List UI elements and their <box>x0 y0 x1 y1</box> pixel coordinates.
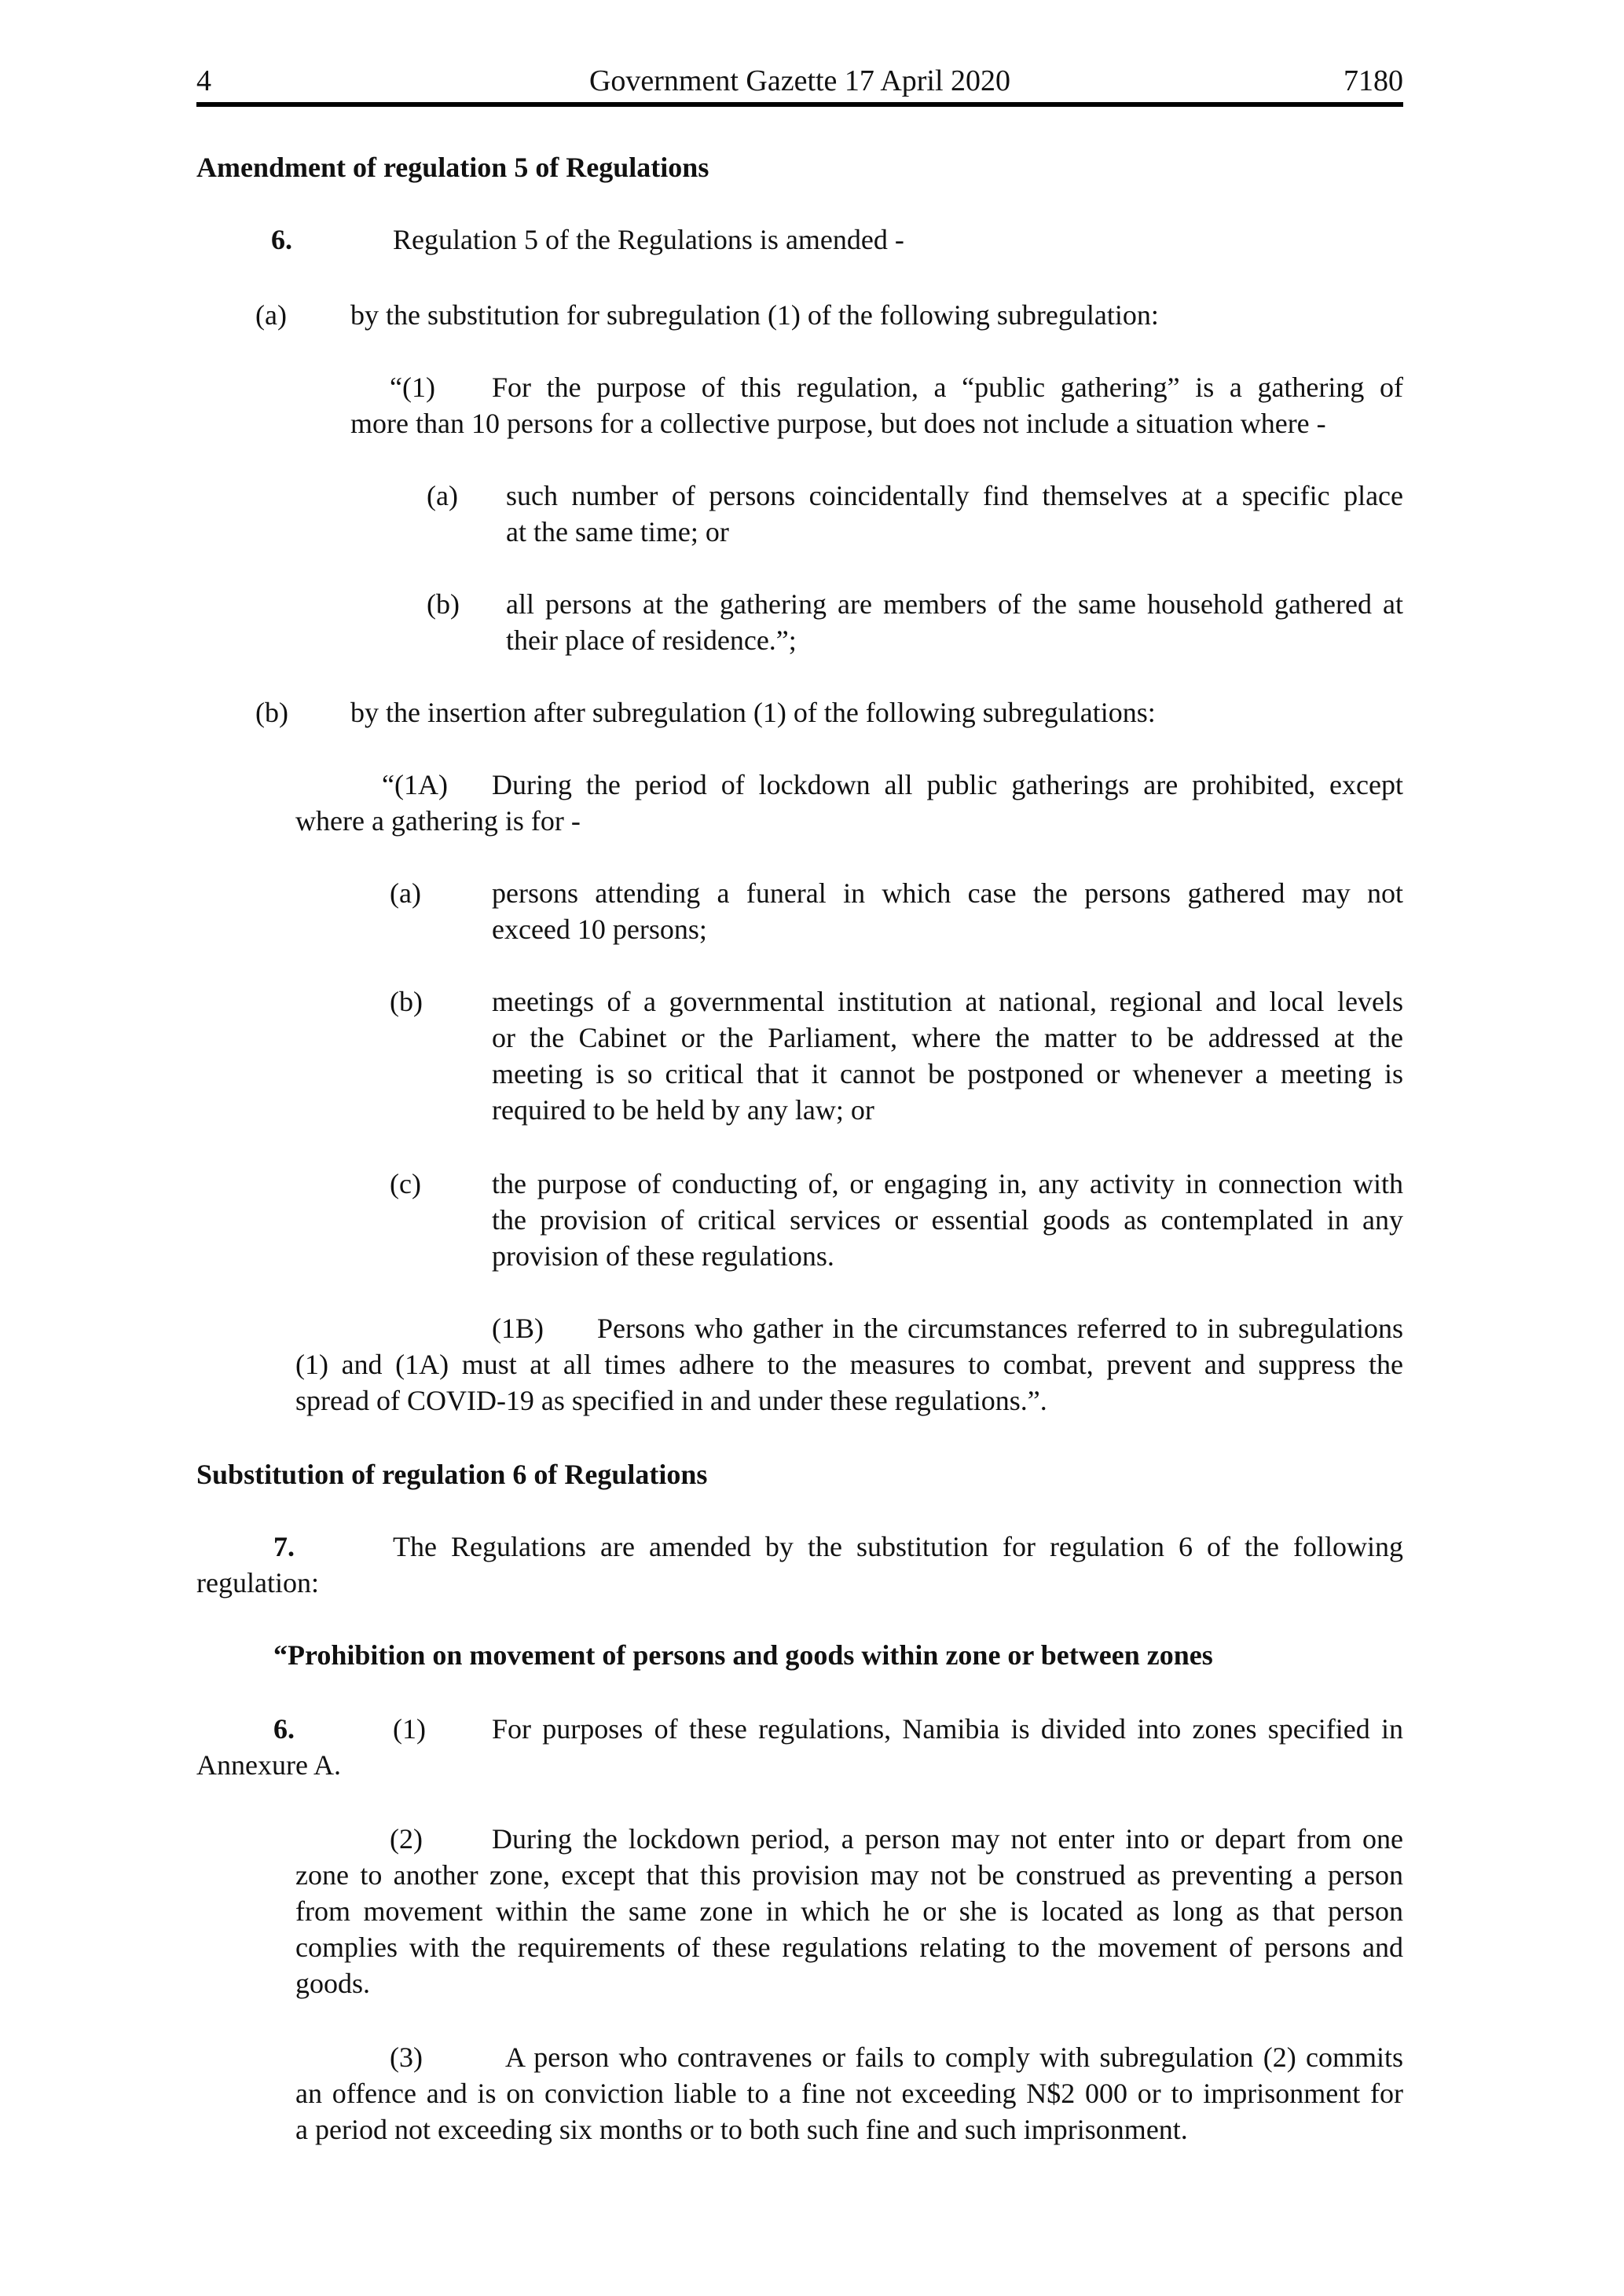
item-label: (b) <box>427 588 460 620</box>
item-text: provision of these regulations. <box>492 1240 834 1272</box>
section-intro: Regulation 5 of the Regulations is amended - <box>393 224 904 255</box>
para-label: (b) <box>255 697 288 728</box>
section-number: 6. <box>271 224 292 255</box>
subreg-label: (2) <box>390 1823 423 1855</box>
regulation-number: 6. <box>273 1713 295 1745</box>
item-text: their place of residence.”; <box>506 624 797 656</box>
item-text: such number of persons coincidentally find themselves at a specific place <box>506 480 1403 511</box>
item-label: (a) <box>390 877 421 909</box>
subreg-text: For purposes of these regulations, Namibia is divided into zones specified in <box>492 1713 1403 1745</box>
subreg-text: (1) and (1A) must at all times adhere to the measures to combat, prevent and suppress the <box>295 1349 1403 1380</box>
item-text: persons attending a funeral in which case the persons gathered may not <box>492 877 1403 909</box>
section-number: 7. <box>273 1531 295 1562</box>
subreg-label: “(1A) <box>382 769 448 800</box>
subreg-text: an offence and is on conviction liable to a fine not exceeding N$2 000 or to imprisonment for <box>295 2078 1403 2109</box>
item-text: or the Cabinet or the Parliament, where the matter to be addressed at the <box>492 1022 1403 1053</box>
para-text: by the insertion after subregulation (1) of the following subregulations: <box>350 697 1156 728</box>
para-label: (a) <box>255 299 287 331</box>
subreg-label: (1B) <box>492 1313 544 1344</box>
item-text: the purpose of conducting of, or engaging in, any activity in connection with <box>492 1168 1403 1199</box>
item-label: (c) <box>390 1168 421 1199</box>
item-text: all persons at the gathering are members of the same household gathered at <box>506 588 1403 620</box>
subreg-text: complies with the requirements of these regulations relating to the movement of persons and <box>295 1932 1403 1963</box>
subreg-text: A person who contravenes or fails to comply with subregulation (2) commits <box>505 2041 1403 2073</box>
item-text: meetings of a governmental institution at national, regional and local levels <box>492 986 1403 1017</box>
page-number: 4 <box>196 64 211 97</box>
subreg-text: Persons who gather in the circumstances referred to in subregulations <box>597 1313 1403 1344</box>
subreg-label: “(1) <box>390 372 435 403</box>
item-text: meeting is so critical that it cannot be postponed or whenever a meeting is <box>492 1058 1403 1089</box>
subreg-text: During the period of lockdown all public gatherings are prohibited, except <box>492 769 1403 800</box>
subreg-text: zone to another zone, except that this provision may not be construed as preventing a person <box>295 1859 1403 1891</box>
section-text: The Regulations are amended by the substitution for regulation 6 of the following <box>393 1531 1403 1562</box>
subreg-text: a period not exceeding six months or to both such fine and such imprisonment. <box>295 2114 1188 2145</box>
subreg-label: (3) <box>390 2041 423 2073</box>
section-heading: Substitution of regulation 6 of Regulations <box>196 1459 708 1490</box>
item-text: exceed 10 persons; <box>492 914 707 945</box>
gazette-title: Government Gazette 17 April 2020 <box>588 64 1011 97</box>
subreg-text: goods. <box>295 1968 371 1999</box>
item-label: (a) <box>427 480 458 511</box>
subreg-text: more than 10 persons for a collective purpose, but does not include a situation where - <box>350 408 1326 439</box>
subreg-text: For the purpose of this regulation, a “public gathering” is a gathering of <box>492 372 1403 403</box>
subreg-text: spread of COVID-19 as specified in and under these regulations.”. <box>295 1385 1047 1416</box>
subreg-text: Annexure A. <box>196 1749 341 1781</box>
item-text: the provision of critical services or essential goods as contemplated in any <box>492 1204 1403 1236</box>
subreg-text: where a gathering is for - <box>295 805 581 837</box>
para-text: by the substitution for subregulation (1) of the following subregulation: <box>350 299 1159 331</box>
item-label: (b) <box>390 986 423 1017</box>
section-text: regulation: <box>196 1567 319 1598</box>
subreg-label: (1) <box>393 1713 426 1745</box>
regulation-subheading: “Prohibition on movement of persons and goods within zone or between zones <box>273 1639 1213 1671</box>
subreg-text: During the lockdown period, a person may not enter into or depart from one <box>492 1823 1403 1855</box>
header-rule <box>196 102 1403 107</box>
item-text: required to be held by any law; or <box>492 1094 874 1126</box>
gazette-number: 7180 <box>1344 64 1403 97</box>
section-heading: Amendment of regulation 5 of Regulations <box>196 152 709 183</box>
item-text: at the same time; or <box>506 516 729 547</box>
subreg-text: from movement within the same zone in which he or she is located as long as that person <box>295 1895 1403 1927</box>
